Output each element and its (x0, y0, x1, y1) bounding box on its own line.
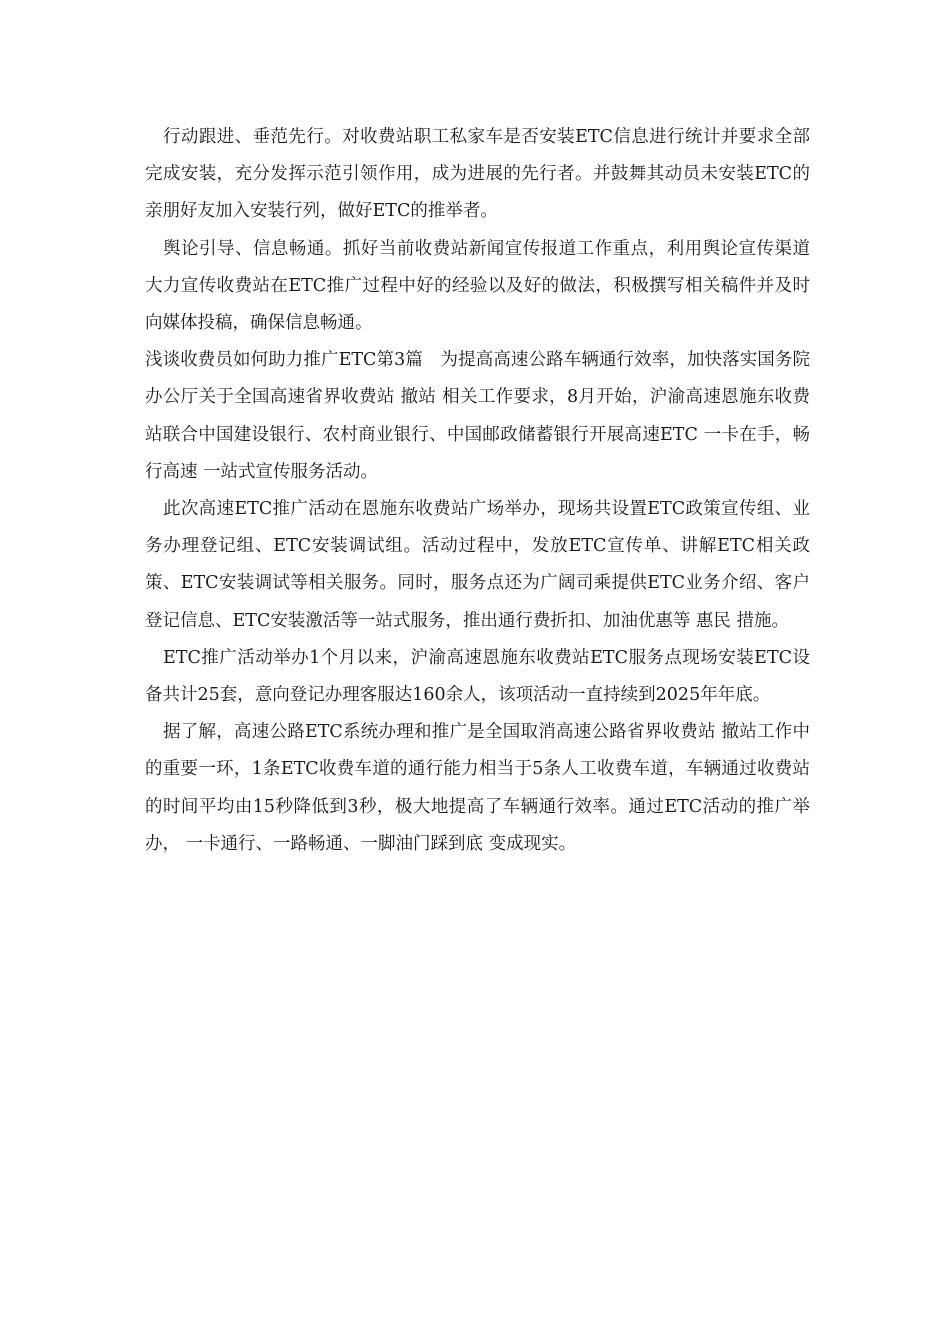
paragraph-public-opinion: 舆论引导、信息畅通。抓好当前收费站新闻宣传报道工作重点，利用舆论宣传渠道大力宣传收费站在ETC推广过程中好的经验以及好的做法，积极撰写相关稿件并及时向媒体投稿，确保信息畅通。 (145, 238, 810, 334)
paragraph-summary: 据了解，高速公路ETC系统办理和推广是全国取消高速公路省界收费站 撤站工作中的重要一环，1条ETC收费车道的通行能力相当于5条人工收费车道，车辆通过收费站的时间平均由15秒降低到3秒，极大地提高了车辆通行效率。通过ETC活动的推广举办， 一卡通行、一路畅通、一脚油门踩到底 变成现实。 (145, 722, 810, 854)
paragraph-promotion-event: 此次高速ETC推广活动在恩施东收费站广场举办，现场共设置ETC政策宣传组、业务办理登记组、ETC安装调试组。活动过程中，发放ETC宣传单、讲解ETC相关政策、ETC安装调试等相关服务。同时，服务点还为广阔司乘提供ETC业务介绍、客户登记信息、ETC安装激活等一站式服务，推出通行费折扣、加油优惠等 惠民 措施。 (145, 499, 810, 631)
document-body (145, 119, 810, 863)
paragraph-results: ETC推广活动举办1个月以来，沪渝高速恩施东收费站ETC服务点现场安装ETC设备共计25套，意向登记办理客服达160余人，该项活动一直持续到2025年年底。 (145, 647, 810, 706)
paragraph-lead-by-example: 行动跟进、垂范先行。对收费站职工私家车是否安装ETC信息进行统计并要求全部完成安装，充分发挥示范引领作用，成为进展的先行者。并鼓舞其动员未安装ETC的亲朋好友加入安装行列，做好ETC的推举者。 (145, 127, 810, 222)
paragraph-article-3-intro: 浅谈收费员如何助力推广ETC第3篇 为提高高速公路车辆通行效率，加快落实国务院办公厅关于全国高速省界收费站 撤站 相关工作要求，8月开始，沪渝高速恩施东收费站联合中国建设银行、农村商业银行、中国邮政储蓄银行开展高速ETC 一卡在手，畅行高速 一站式宣传服务活动。 (145, 350, 810, 482)
